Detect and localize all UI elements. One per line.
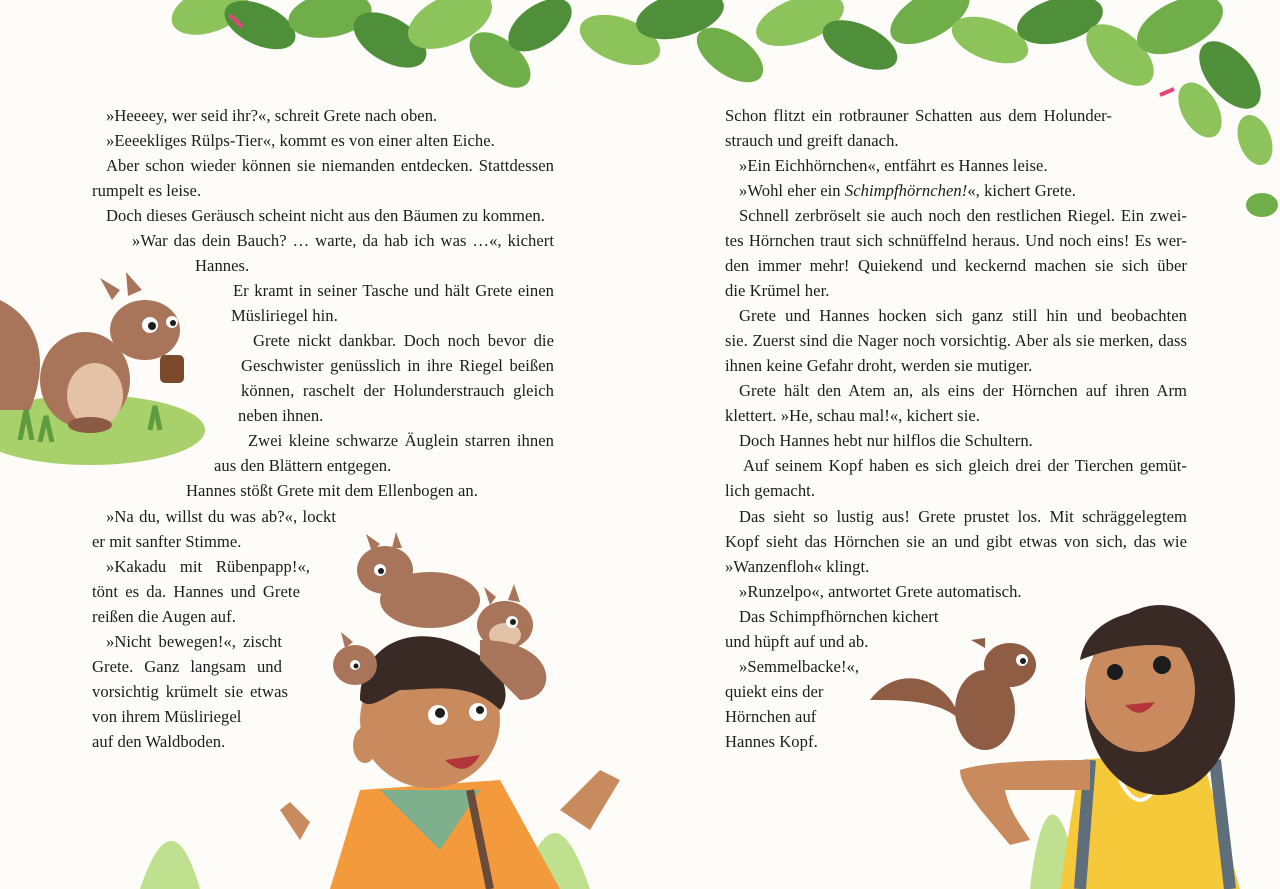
text-line: Er kramt in seiner Tasche und hält Grete einen <box>233 281 554 300</box>
text-line: Auf seinem Kopf haben es sich gleich drei der Tierchen gemüt- <box>743 456 1187 475</box>
text-line: die Krümel her. <box>725 281 830 300</box>
text-line: reißen die Augen auf. <box>92 607 236 626</box>
text-line: Grete nickt dankbar. Doch noch bevor die <box>253 331 554 350</box>
squirrel-eating <box>0 272 205 465</box>
text-line: aus den Blättern entgegen. <box>214 456 392 475</box>
text-line: Hannes. <box>195 256 250 275</box>
text-line: klettert. »He, schau mal!«, kichert sie. <box>725 406 980 425</box>
text-line: Aber schon wieder können sie niemanden entdecken. Stattdessen <box>106 156 554 175</box>
text-line: auf den Waldboden. <box>92 732 226 751</box>
text-line: vorsichtig krümelt sie etwas <box>92 682 288 701</box>
text-line: »Wohl eher ein Schimpfhörnchen!«, kichert Grete. <box>739 181 1076 200</box>
text-line: Müsliriegel hin. <box>231 306 338 325</box>
text-line: rumpelt es leise. <box>92 181 202 200</box>
text-line: quiekt eins der <box>725 682 824 701</box>
text-line: »Heeeey, wer seid ihr?«, schreit Grete nach oben. <box>106 106 438 125</box>
text-line: »Kakadu mit Rübenpapp!«, <box>106 557 310 576</box>
text-line: neben ihnen. <box>238 406 324 425</box>
text-line: Grete. Ganz langsam und <box>92 657 282 676</box>
text-line: können, raschelt der Holunderstrauch gleich <box>241 381 554 400</box>
text-line: Hannes Kopf. <box>725 732 818 751</box>
text-line: Kopf sieht das Hörnchen sie an und gibt etwas von sich, das wie <box>725 532 1187 551</box>
text-line: Das sieht so lustig aus! Grete prustet los. Mit schräggelegtem <box>739 507 1187 526</box>
text-line: »Ein Eichhörnchen«, entfährt es Hannes leise. <box>739 156 1048 175</box>
text-line: »Wanzenfloh« klingt. <box>725 557 870 576</box>
text-line: »Eeeekliges Rülps-Tier«, kommt es von einer alten Eiche. <box>106 131 495 150</box>
girl-with-squirrel <box>870 605 1240 889</box>
text-line: den immer mehr! Quiekend und keckernd machen sie sich über <box>725 256 1187 275</box>
text-line: ihnen keine Gefahr droht, werden sie mutiger. <box>725 356 1033 375</box>
text-line: Doch dieses Geräusch scheint nicht aus den Bäumen zu kommen. <box>106 206 545 225</box>
text-line: Hörnchen auf <box>725 707 817 726</box>
text-line: Grete und Hannes hocken sich ganz still hin und beobachten <box>739 306 1187 325</box>
text-line: strauch und greift danach. <box>725 131 899 150</box>
text-line: »Na du, willst du was ab?«, lockt <box>106 507 336 526</box>
text-line: Hannes stößt Grete mit dem Ellenbogen an. <box>186 481 478 500</box>
text-line: Grete hält den Atem an, als eins der Hörnchen auf ihren Arm <box>739 381 1187 400</box>
text-line: »Runzelpo«, antwortet Grete automatisch. <box>739 582 1022 601</box>
text-line: Schnell zerbröselt sie auch noch den restlichen Riegel. Ein zwei- <box>739 206 1187 225</box>
text-line: und hüpft auf und ab. <box>725 632 869 651</box>
text-line: Geschwister genüsslich in ihre Riegel beißen <box>241 356 554 375</box>
text-line: von ihrem Müsliriegel <box>92 707 242 726</box>
text-line: Zwei kleine schwarze Äuglein starren ihnen <box>248 431 554 450</box>
text-line: »War das dein Bauch? … warte, da hab ich was …«, kichert <box>132 231 554 250</box>
text-line: er mit sanfter Stimme. <box>92 532 242 551</box>
text-line: tes Hörnchen traut sich schnüffelnd heraus. Und noch eins! Es wer- <box>725 231 1187 250</box>
text-line: tönt es da. Hannes und Grete <box>92 582 300 601</box>
text-line: sie. Zuerst sind die Nager noch vorsichtig. Aber als sie merken, dass <box>725 331 1187 350</box>
text-line: Das Schimpfhörnchen kichert <box>739 607 939 626</box>
text-line: »Semmelbacke!«, <box>739 657 860 676</box>
text-line: »Nicht bewegen!«, zischt <box>106 632 282 651</box>
text-line: lich gemacht. <box>725 481 816 500</box>
text-line: Schon flitzt ein rotbrauner Schatten aus dem Holunder- <box>725 106 1112 125</box>
text-line: Doch Hannes hebt nur hilflos die Schultern. <box>739 431 1033 450</box>
